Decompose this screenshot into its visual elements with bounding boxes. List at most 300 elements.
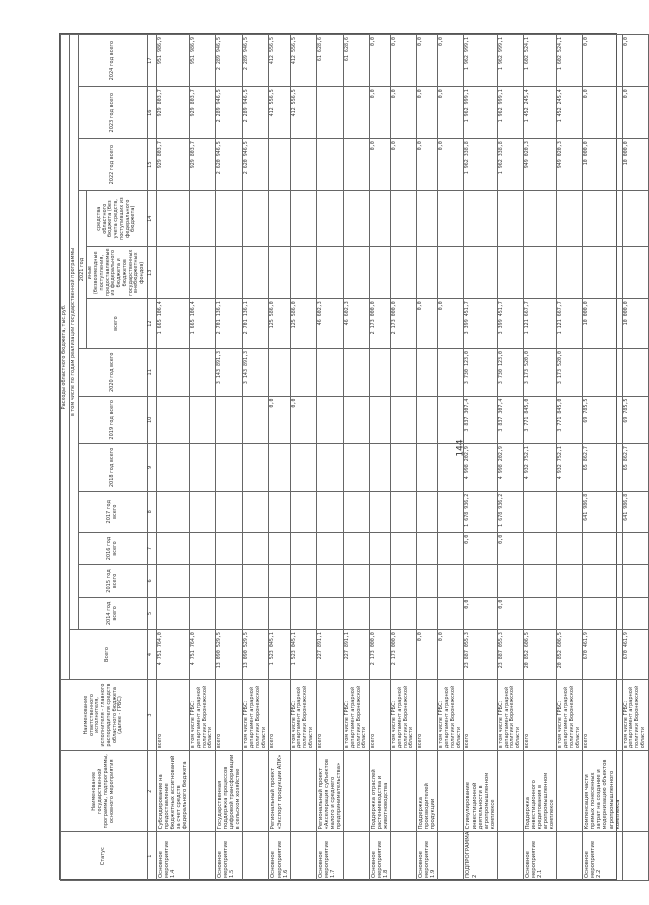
cell-y2021-c1	[557, 247, 583, 299]
cell-status	[344, 832, 370, 881]
cell-y2022: 2 620 946,5	[216, 139, 243, 191]
cell-y2015	[290, 565, 316, 597]
cell-y2022: 10 000,0	[583, 139, 622, 191]
cell-y2015	[156, 565, 189, 597]
header-status: Статус	[61, 832, 148, 881]
cell-y2016: 0,0	[497, 532, 523, 564]
cell-executor: всего	[316, 679, 343, 750]
cell-y2016	[622, 532, 648, 564]
cell-executor: в том числе ГРБС: департамент аграрной политики Воронежской области	[243, 679, 269, 750]
cell-y2021-c2	[583, 191, 622, 247]
cell-y2021-total: 10 000,0	[622, 299, 648, 349]
cell-y2024: 0,0	[622, 35, 648, 87]
cell-y2014	[438, 597, 464, 629]
cell-y2015	[583, 565, 622, 597]
cell-y2019	[316, 396, 343, 444]
cell-y2016	[583, 532, 622, 564]
cell-y2021-c2	[269, 191, 290, 247]
cell-y2018	[344, 444, 370, 492]
cell-executor: всего	[269, 679, 290, 750]
cell-y2015	[316, 565, 343, 597]
cell-executor: в том числе ГРБС: департамент аграрной политики Воронежской области	[391, 679, 417, 750]
cell-status: Основное мероприятие 1.9	[417, 832, 438, 881]
column-index: 10	[147, 396, 156, 444]
cell-name: Компенсация части прямых понесенных затрат на создание и модернизацию объектов агропромышленного комплекса	[583, 751, 622, 832]
cell-name	[391, 751, 417, 832]
table-row	[316, 35, 343, 881]
cell-executor: в том числе ГРБС: департамент аграрной политики Воронежской области	[344, 679, 370, 750]
cell-total: 4 751 764,0	[156, 630, 189, 680]
cell-executor: в том числе ГРБС: департамент аграрной политики Воронежской области	[290, 679, 316, 750]
cell-y2021-c2	[370, 191, 391, 247]
cell-y2015	[216, 565, 243, 597]
cell-y2021-c2	[316, 191, 343, 247]
cell-total: 23 887 055,3	[464, 630, 497, 680]
cell-y2021-c1	[290, 247, 316, 299]
cell-executor: в том числе ГРБС: департамент аграрной политики Воронежской области	[557, 679, 583, 750]
cell-status	[622, 832, 648, 881]
header-2021-regional: средства областного бюджета (без учета средств, поступивших из федерального бюджета)	[87, 191, 148, 247]
cell-y2018	[391, 444, 417, 492]
header-executor: Наименование ответственного исполнителя, исполнителя - главного распорядителя средств областного бюджета (далее - ГРБС)	[61, 679, 148, 750]
header-year-2017: 2017 год всего	[78, 491, 147, 532]
cell-y2016: 0,0	[464, 532, 497, 564]
cell-y2016	[156, 532, 189, 564]
cell-y2014	[417, 597, 438, 629]
cell-executor: всего	[464, 679, 497, 750]
cell-y2020	[438, 348, 464, 396]
table-row	[216, 35, 243, 881]
cell-y2014	[216, 597, 243, 629]
cell-y2017	[523, 491, 556, 532]
cell-y2020	[290, 348, 316, 396]
cell-y2019: 69 785,5	[583, 396, 622, 444]
cell-y2021-total: 1 665 106,4	[156, 299, 189, 349]
cell-y2022: 1 962 338,8	[464, 139, 497, 191]
cell-y2021-c1	[523, 247, 556, 299]
cell-y2018	[190, 444, 216, 492]
cell-y2016	[344, 532, 370, 564]
cell-y2015	[391, 565, 417, 597]
cell-executor: в том числе ГРБС: департамент аграрной политики Воронежской области	[622, 679, 648, 750]
cell-executor: всего	[583, 679, 622, 750]
cell-y2014	[190, 597, 216, 629]
cell-status: Основное мероприятие 2.2	[583, 832, 622, 881]
cell-y2016	[190, 532, 216, 564]
cell-y2020	[316, 348, 343, 396]
cell-y2020: 3 143 891,3	[216, 348, 243, 396]
cell-y2015	[622, 565, 648, 597]
cell-y2018	[216, 444, 243, 492]
cell-y2015	[190, 565, 216, 597]
cell-y2024: 2 289 946,5	[216, 35, 243, 87]
cell-y2017	[370, 491, 391, 532]
cell-name: Поддержка производителей продукции	[417, 751, 438, 832]
cell-y2020	[156, 348, 189, 396]
column-index: 2	[147, 751, 156, 832]
header-2021-total: всего	[87, 299, 148, 349]
header-year-2015: 2015 год всего	[78, 565, 147, 597]
column-index: 13	[147, 247, 156, 299]
cell-status	[438, 832, 464, 881]
cell-y2014	[523, 597, 556, 629]
column-index: 9	[147, 444, 156, 492]
cell-y2021-c2	[156, 191, 189, 247]
cell-y2021-c2	[438, 191, 464, 247]
cell-y2020	[190, 348, 216, 396]
header-year-2023: 2023 год всего	[78, 87, 147, 139]
cell-y2018	[370, 444, 391, 492]
cell-executor: всего	[523, 679, 556, 750]
table-header	[61, 35, 157, 881]
header-including-years: в том числе по годам реализации государственной программы	[69, 35, 78, 630]
header-year-2022: 2022 год всего	[78, 139, 147, 191]
cell-y2018	[269, 444, 290, 492]
cell-y2023: 412 556,5	[290, 87, 316, 139]
cell-y2017	[344, 491, 370, 532]
cell-y2021-total: 3 399 451,7	[464, 299, 497, 349]
cell-y2024: 0,0	[583, 35, 622, 87]
cell-y2023: 0,0	[391, 87, 417, 139]
table-row	[344, 35, 370, 881]
cell-y2021-c2	[622, 191, 648, 247]
cell-y2015	[243, 565, 269, 597]
cell-y2024: 2 289 946,5	[243, 35, 269, 87]
cell-total: 1 523 045,1	[290, 630, 316, 680]
cell-y2015	[370, 565, 391, 597]
cell-y2020: 3 143 891,3	[243, 348, 269, 396]
cell-y2018: 65 862,7	[583, 444, 622, 492]
cell-y2021-c2	[557, 191, 583, 247]
cell-y2014	[622, 597, 648, 629]
table-row	[391, 35, 417, 881]
cell-y2015	[464, 565, 497, 597]
cell-executor: в том числе ГРБС: департамент аграрной политики Воронежской области	[438, 679, 464, 750]
cell-y2015	[557, 565, 583, 597]
cell-y2024: 951 986,9	[190, 35, 216, 87]
cell-executor: всего	[417, 679, 438, 750]
cell-y2017	[290, 491, 316, 532]
cell-status	[557, 832, 583, 881]
cell-y2017	[316, 491, 343, 532]
cell-y2024: 61 628,6	[316, 35, 343, 87]
cell-y2020	[622, 348, 648, 396]
cell-y2022	[344, 139, 370, 191]
cell-status	[190, 832, 216, 881]
cell-y2021-total: 0,0	[417, 299, 438, 349]
rotated-table-container	[60, 34, 646, 881]
cell-status: Основное мероприятие 1.5	[216, 832, 243, 881]
cell-y2017	[417, 491, 438, 532]
cell-y2020: 3 173 520,0	[523, 348, 556, 396]
cell-y2016	[290, 532, 316, 564]
cell-y2019: 3 771 845,0	[523, 396, 556, 444]
table-row	[497, 35, 523, 881]
cell-y2021-total: 125 586,0	[290, 299, 316, 349]
cell-y2024: 1 962 999,1	[497, 35, 523, 87]
cell-y2022: 2 620 946,5	[243, 139, 269, 191]
cell-name: Субсидирование на предоставление бюджетных ассигнований за счет средств федерального бюджета	[156, 751, 189, 832]
cell-name	[438, 751, 464, 832]
cell-y2017	[216, 491, 243, 532]
header-year-2021: 2021 год	[78, 191, 87, 349]
header-program-name: Наименование государственной программы, подпрограммы, основного мероприятия	[61, 751, 148, 832]
cell-y2022: 0,0	[438, 139, 464, 191]
cell-name	[290, 751, 316, 832]
cell-y2020: 3 730 123,0	[464, 348, 497, 396]
table-row	[243, 35, 269, 881]
cell-y2014	[156, 597, 189, 629]
cell-y2019: 3 837 307,4	[497, 396, 523, 444]
cell-y2021-c2	[391, 191, 417, 247]
cell-name: Региональный проект «Акселерация субъектов малого и среднего предпринимательства»	[316, 751, 343, 832]
cell-y2019	[344, 396, 370, 444]
cell-y2021-total: 2 173 000,0	[391, 299, 417, 349]
cell-status	[497, 832, 523, 881]
cell-total: 13 090 529,5	[243, 630, 269, 680]
column-index: 3	[147, 679, 156, 750]
header-total: Всего	[69, 630, 147, 680]
cell-y2024: 412 556,5	[269, 35, 290, 87]
cell-total: 2 173 000,0	[391, 630, 417, 680]
cell-total: 0,0	[417, 630, 438, 680]
table-body	[156, 35, 648, 881]
document-table-frame	[59, 33, 646, 880]
cell-y2021-total: 2 701 136,1	[243, 299, 269, 349]
header-expenses-group: Расходы областного бюджета, тыс.руб.	[61, 35, 70, 680]
cell-y2021-c1	[344, 247, 370, 299]
cell-y2014	[344, 597, 370, 629]
cell-executor: в том числе ГРБС: департамент аграрной политики Воронежской области	[497, 679, 523, 750]
cell-y2021-c1	[269, 247, 290, 299]
cell-y2019	[216, 396, 243, 444]
cell-y2017	[391, 491, 417, 532]
table-row	[622, 35, 648, 881]
cell-y2021-c1	[622, 247, 648, 299]
cell-total: 20 852 606,5	[523, 630, 556, 680]
cell-y2022	[269, 139, 290, 191]
cell-y2017: 641 986,8	[583, 491, 622, 532]
cell-total: 2 173 000,0	[370, 630, 391, 680]
cell-y2016	[438, 532, 464, 564]
cell-y2016	[523, 532, 556, 564]
cell-name: Государственная поддержка процессов цифровой трансформации в сельском хозяйстве	[216, 751, 243, 832]
column-index: 16	[147, 87, 156, 139]
cell-y2020	[417, 348, 438, 396]
cell-name	[557, 751, 583, 832]
cell-y2016	[370, 532, 391, 564]
cell-y2019: 69 785,5	[622, 396, 648, 444]
cell-y2023: 1 962 999,1	[497, 87, 523, 139]
cell-status: ПОДПРОГРАММА 2	[464, 832, 497, 881]
column-index: 1	[147, 832, 156, 881]
cell-y2019: 3 771 845,0	[557, 396, 583, 444]
cell-y2014	[290, 597, 316, 629]
cell-y2017	[156, 491, 189, 532]
cell-y2014	[316, 597, 343, 629]
cell-y2015	[269, 565, 290, 597]
cell-y2020	[370, 348, 391, 396]
cell-y2021-total: 1 665 106,4	[190, 299, 216, 349]
cell-y2021-total: 46 602,3	[344, 299, 370, 349]
cell-name: Поддержка инвестиционного кредитования в агропромышленном комплексе	[523, 751, 556, 832]
table-row	[557, 35, 583, 881]
cell-y2014	[269, 597, 290, 629]
cell-y2021-c1	[370, 247, 391, 299]
cell-y2014	[370, 597, 391, 629]
cell-y2019: 0,0	[290, 396, 316, 444]
cell-y2015	[417, 565, 438, 597]
cell-y2019	[370, 396, 391, 444]
cell-status	[391, 832, 417, 881]
cell-y2021-total: 2 173 000,0	[370, 299, 391, 349]
cell-executor: в том числе ГРБС: департамент аграрной политики Воронежской области	[190, 679, 216, 750]
cell-y2021-total: 0,0	[438, 299, 464, 349]
cell-y2021-c1	[216, 247, 243, 299]
cell-y2017: 641 986,8	[622, 491, 648, 532]
cell-total: 13 090 529,5	[216, 630, 243, 680]
cell-y2021-total: 3 399 451,7	[497, 299, 523, 349]
cell-y2022	[290, 139, 316, 191]
cell-y2018: 4 998 202,9	[497, 444, 523, 492]
cell-y2019	[243, 396, 269, 444]
cell-y2016	[557, 532, 583, 564]
header-year-2014: 2014 год всего	[78, 597, 147, 629]
cell-y2023: 1 452 245,4	[557, 87, 583, 139]
cell-y2022: 1 962 338,8	[497, 139, 523, 191]
cell-y2024: 61 628,6	[344, 35, 370, 87]
cell-y2023: 0,0	[622, 87, 648, 139]
cell-y2019: 0,0	[269, 396, 290, 444]
cell-y2014: 0,0	[497, 597, 523, 629]
cell-y2021-c1	[438, 247, 464, 299]
column-index: 15	[147, 139, 156, 191]
cell-y2019	[438, 396, 464, 444]
cell-y2018: 65 862,7	[622, 444, 648, 492]
cell-y2021-c1	[316, 247, 343, 299]
cell-status: Основное мероприятие 2.1	[523, 832, 556, 881]
cell-y2017	[269, 491, 290, 532]
header-year-2018: 2018 год всего	[78, 444, 147, 492]
cell-executor: всего	[370, 679, 391, 750]
cell-y2024: 412 556,5	[290, 35, 316, 87]
cell-total: 23 887 055,3	[497, 630, 523, 680]
table-row	[438, 35, 464, 881]
cell-y2024: 0,0	[417, 35, 438, 87]
cell-y2023: 0,0	[417, 87, 438, 139]
cell-total: 670 461,9	[583, 630, 622, 680]
table-row	[290, 35, 316, 881]
cell-y2022: 929 803,7	[156, 139, 189, 191]
table-row	[417, 35, 438, 881]
cell-y2019	[417, 396, 438, 444]
cell-y2021-c1	[190, 247, 216, 299]
table-row	[370, 35, 391, 881]
cell-y2018	[417, 444, 438, 492]
page-number: 144	[455, 439, 466, 457]
cell-y2014	[243, 597, 269, 629]
header-year-2019: 2019 год всего	[78, 396, 147, 444]
table-row	[190, 35, 216, 881]
cell-status: Основное мероприятие 1.4	[156, 832, 189, 881]
cell-y2014: 0,0	[464, 597, 497, 629]
cell-y2019: 3 837 307,4	[464, 396, 497, 444]
header-year-2020: 2020 год всего	[78, 348, 147, 396]
table-row	[583, 35, 622, 881]
cell-y2021-c1	[243, 247, 269, 299]
cell-y2023	[316, 87, 343, 139]
cell-y2024: 0,0	[391, 35, 417, 87]
cell-y2021-c2	[243, 191, 269, 247]
cell-y2017	[243, 491, 269, 532]
cell-y2024: 1 602 524,1	[523, 35, 556, 87]
cell-status	[243, 832, 269, 881]
cell-y2021-total: 10 000,0	[583, 299, 622, 349]
cell-y2017: 1 678 936,2	[497, 491, 523, 532]
column-index: 5	[147, 597, 156, 629]
cell-y2022: 949 020,3	[557, 139, 583, 191]
column-index: 12	[147, 299, 156, 349]
cell-y2016	[391, 532, 417, 564]
cell-total: 1 523 045,1	[269, 630, 290, 680]
cell-name	[622, 751, 648, 832]
cell-y2023: 929 803,7	[156, 87, 189, 139]
column-index: 14	[147, 191, 156, 247]
cell-y2016	[316, 532, 343, 564]
cell-y2017	[557, 491, 583, 532]
cell-total: 227 891,1	[316, 630, 343, 680]
header-year-2016: 2016 год всего	[78, 532, 147, 564]
table-row	[464, 35, 497, 881]
column-index-row	[147, 35, 156, 881]
cell-y2021-c1	[583, 247, 622, 299]
cell-total: 0,0	[438, 630, 464, 680]
cell-y2023: 412 556,5	[269, 87, 290, 139]
cell-total: 20 852 606,5	[557, 630, 583, 680]
cell-y2021-total: 46 602,3	[316, 299, 343, 349]
cell-y2021-c2	[190, 191, 216, 247]
cell-y2020	[344, 348, 370, 396]
cell-y2021-total: 1 121 667,7	[557, 299, 583, 349]
cell-y2023: 2 289 946,5	[243, 87, 269, 139]
cell-y2020	[269, 348, 290, 396]
cell-y2021-c2	[417, 191, 438, 247]
cell-y2021-c2	[290, 191, 316, 247]
table-row	[269, 35, 290, 881]
cell-y2018	[156, 444, 189, 492]
cell-y2020: 3 730 123,0	[497, 348, 523, 396]
cell-y2022: 949 020,3	[523, 139, 556, 191]
cell-y2023: 2 289 946,5	[216, 87, 243, 139]
cell-y2021-c2	[523, 191, 556, 247]
cell-name	[190, 751, 216, 832]
cell-y2020: 3 173 520,0	[557, 348, 583, 396]
column-index: 8	[147, 491, 156, 532]
column-index: 7	[147, 532, 156, 564]
cell-status: Основное мероприятие 1.8	[370, 832, 391, 881]
cell-y2023: 1 962 999,1	[464, 87, 497, 139]
cell-name: Региональный проект «Экспорт продукции АПК»	[269, 751, 290, 832]
cell-total: 227 891,1	[344, 630, 370, 680]
cell-y2018	[290, 444, 316, 492]
cell-y2016	[243, 532, 269, 564]
cell-y2024: 0,0	[438, 35, 464, 87]
cell-y2024: 951 986,9	[156, 35, 189, 87]
cell-total: 4 751 764,0	[190, 630, 216, 680]
cell-y2021-total: 125 586,0	[269, 299, 290, 349]
cell-y2020	[583, 348, 622, 396]
cell-y2016	[216, 532, 243, 564]
